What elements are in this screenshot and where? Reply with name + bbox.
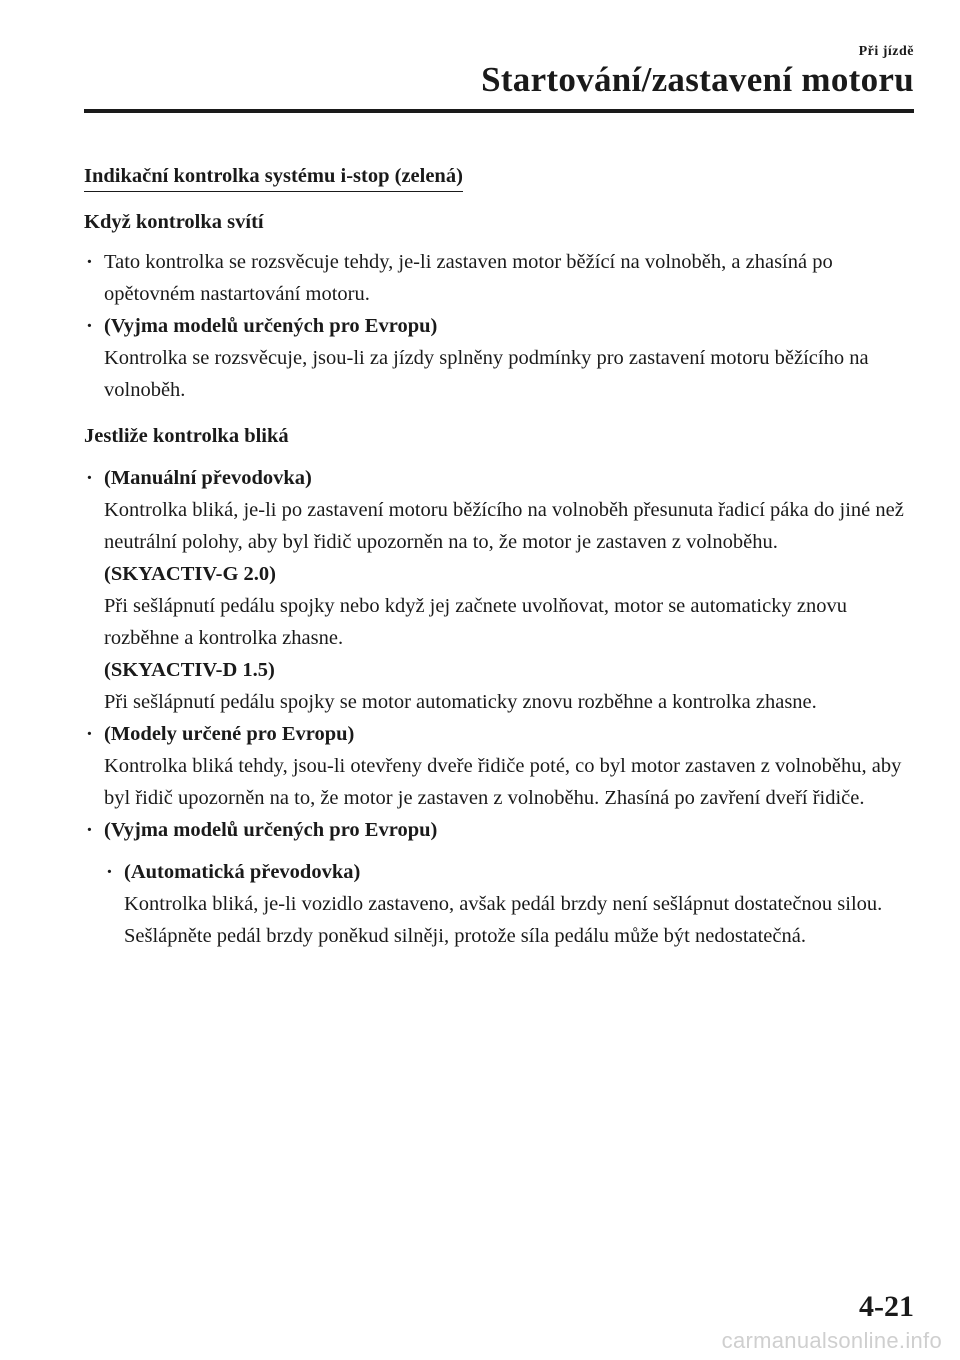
bullet-item <box>84 310 914 406</box>
bullet-text: Tato kontrolka se rozsvěcuje tehdy, je-li zastaven motor běžící na volnoběh, a zhasíná po opětovném nastartování motoru. <box>104 251 833 305</box>
bullet-item <box>84 718 914 814</box>
bullet-text: Kontrolka bliká, je-li vozidlo zastaveno, avšak pedál brzdy není sešlápnut dostatečnou silou. Sešlápněte pedál brzdy poněkud silněji, protože síla pedálu může být nedostatečná. <box>124 893 883 947</box>
model-label: (SKYACTIV-G 2.0) <box>104 563 276 585</box>
bullet-label: · (Automatická převodovka) <box>124 861 361 883</box>
header-rule <box>84 109 914 113</box>
model-text: Při sešlápnutí pedálu spojky nebo když jej začnete uvolňovat, motor se automaticky znovu rozběhne a kontrolka zhasne. <box>104 595 847 649</box>
bullet-text: Kontrolka bliká tehdy, jsou-li otevřeny dveře řidiče poté, co byl motor zastaven z volnoběhu, aby byl řidič upozorněn na to, že motor je zastaven z volnoběhu. Zhasíná po zavření dveří řidiče. <box>104 755 902 809</box>
model-text: Při sešlápnutí pedálu spojky se motor automaticky znovu rozběhne a kontrolka zhasne. <box>104 691 817 713</box>
model-label: (SKYACTIV-D 1.5) <box>104 659 275 681</box>
bullet-item <box>84 814 914 846</box>
bullet-text: Kontrolka se rozsvěcuje, jsou-li za jízdy splněny podmínky pro zastavení motoru běžícího na volnoběh. <box>104 347 869 401</box>
subheading-lit: Když kontrolka svítí <box>84 211 264 233</box>
page-content <box>84 160 914 952</box>
subheading-blink: Jestliže kontrolka bliká <box>84 425 289 447</box>
bullet-text: Kontrolka bliká, je-li po zastavení motoru běžícího na volnoběh přesunuta řadicí páka do jiné než neutrální polohy, aby byl řidič upozorněn na to, že motor je zastaven z volnoběhu. <box>104 499 904 553</box>
watermark: carmanualsonline.info <box>721 1328 942 1353</box>
bullet-label: · (Vyjma modelů určených pro Evropu) <box>104 315 438 337</box>
section-heading: Indikační kontrolka systému i-stop (zelená) <box>84 162 463 192</box>
nested-bullet-item <box>104 856 914 952</box>
page-number: 4-21 <box>859 1290 914 1323</box>
bullet-label: · (Manuální převodovka) <box>104 467 312 489</box>
section-label: Při jízdě <box>858 44 914 59</box>
bullet-label: · (Modely určené pro Evropu) <box>104 723 355 745</box>
bullet-item <box>84 246 914 310</box>
bullet-label: · (Vyjma modelů určených pro Evropu) <box>104 819 438 841</box>
page-title: Startování/zastavení motoru <box>481 60 914 99</box>
bullet-item <box>84 462 914 718</box>
